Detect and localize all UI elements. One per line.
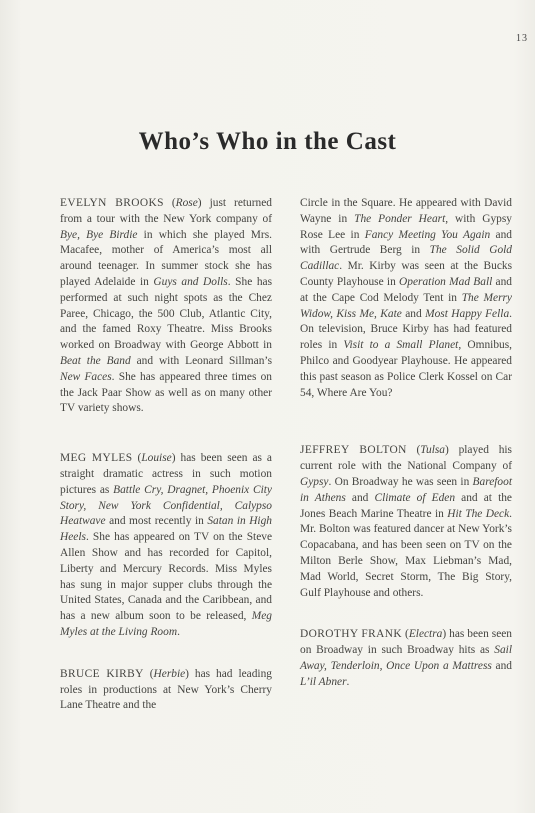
title-italic: Sail Away, Tenderloin, Once Upon a Mattress — [300, 644, 512, 672]
bio-evelyn-brooks: EVELYN BROOKS (Rose) just returned from a tour with the New York company of Bye, Bye Birdie in which she played Mrs. Macafee, mother of America’s most all around teenager. In summer stock she has played Adelaide in Guys and Dolls. She has performed at such night spots as the Chez Paree, Chicago, the 500 Club, Atlantic City, and the famed Roxy Theatre. Miss Brooks worked on Broadway with George Abbott in Beat the Band and with Leonard Sillman’s New Faces. She has appeared three times on the Jack Paar Show as well as on many other TV variety shows. — [60, 197, 273, 415]
bio-text: Circle in the Square. He appeared with David Wayne in — [300, 197, 512, 225]
bio-text: and at the Cape Cod Melody Tent in — [300, 275, 512, 304]
bio-meg-myles: MEG MYLES (Louise) has been seen as a straight dramatic actress in such motion pictures as Battle Cry, Dragnet, Phoenix City Story, New York Confidential, Calypso Heatwave and most recently in Satan in High Heels. She has appeared on TV on the Steve Allen Show and has recorded for Capitol, Liberty and Mercury Records. Miss Myles has sung in major supper clubs through the United States, Canada and the Caribbean, and has a new album soon to be released, Meg Myles at the Living Room. — [60, 452, 272, 638]
bio-text: . — [177, 625, 180, 638]
bio-text: . On television, Bruce Kirby has had featured roles in — [300, 307, 512, 352]
title-italic: Hit The Deck — [447, 507, 510, 520]
bio-jeffrey-bolton: JEFFREY BOLTON (Tulsa) played his current role with the National Company of Gypsy. On Broadway he was seen in Barefoot in Athens and Climate of Eden and at the Jones Beach Marine Theatre in Hit The Deck. Mr. Bolton was featured dancer at New York’s Copacabana, and has been seen on TV on the Milton Berle Show, Max Liebman’s Mad, Mad World, Secret Storm, The Big Story, Gulf Playhouse and others. — [300, 444, 512, 599]
left-column — [60, 196, 272, 714]
bio-text: . She has appeared three times on the Jack Paar Show as well as on many other TV variety shows. — [60, 370, 273, 415]
cast-name: DOROTHY FRANK — [300, 628, 403, 641]
cast-role: Louise — [141, 452, 172, 465]
bio-text: . Mr. Kirby was seen at the Bucks County Playhouse in — [300, 260, 512, 288]
bio-text: and most recently in — [105, 515, 208, 528]
bio-text: has been seen as a straight dramatic actress in such motion pictures as — [60, 452, 272, 496]
cast-role: Rose — [175, 197, 198, 209]
title-italic: Meg Myles at the Living Room — [60, 610, 272, 638]
bio-text: . Mr. Bolton was featured dancer at New York’s Copacabana, and has been seen on TV on the Milton Berle Show, Max Liebman’s Mad, Mad World, Secret Storm, The Big Story, Gulf Playhouse and others. — [300, 507, 512, 599]
title-italic: The Ponder Heart — [354, 212, 446, 225]
bio-text: , with Gypsy Rose Lee in — [300, 212, 512, 241]
cast-name: MEG MYLES — [60, 452, 133, 465]
page-title: Who’s Who in the Cast — [138, 128, 397, 155]
cast-role: Electra — [408, 628, 443, 641]
bio-text: has been seen on Broadway in such Broadway hits as — [300, 628, 512, 657]
cast-role: Herbie — [153, 667, 186, 680]
bio-text: . She has performed at such night spots as the Chez Paree, Chicago, the 500 Club, Atlantic City, and the famed Roxy Theatre. Miss Brooks worked on Broadway with George Abbott in — [60, 275, 273, 352]
bio-text: and — [401, 307, 426, 320]
title-italic: Operation Mad Ball — [399, 275, 493, 288]
title-italic: L’il Abner — [300, 675, 347, 688]
bio-text: and with Gertrude Berg in — [300, 228, 513, 257]
bio-bruce-kirby-continued — [300, 196, 512, 401]
cast-name: JEFFREY BOLTON — [300, 444, 407, 457]
bio-text: and — [491, 659, 512, 672]
bio-text: and at the Jones Beach Marine Theatre in — [300, 491, 512, 520]
bio-dorothy-frank: DOROTHY FRANK (Electra) has been seen on Broadway in such Broadway hits as Sail Away, Tenderloin, Once Upon a Mattress and L’il Abner. — [300, 628, 512, 688]
cast-name: BRUCE KIRBY — [60, 667, 144, 680]
title-italic: Visit to a Small Planet — [343, 339, 459, 352]
title-italic: Beat the Band — [60, 354, 131, 367]
title-italic: Climate of Eden — [374, 491, 456, 504]
title-italic: Guys and Dolls — [153, 275, 228, 288]
title-italic: Gypsy — [300, 475, 329, 488]
bio-text: and with Leonard Sillman’s — [130, 354, 273, 367]
title-italic: Most Happy Fella — [425, 307, 510, 320]
bio-text: just returned from a tour with the New York company of — [60, 197, 272, 225]
bio-text: . She has appeared on TV on the Steve Allen Show and has recorded for Capitol, Liberty and Mercury Records. Miss Myles has sung in major supper clubs through the United States, Canada and the Caribbean, and has a new album soon to be released, — [60, 531, 272, 623]
title-italic: New Faces — [60, 370, 112, 383]
title-italic: Barefoot in Athens — [300, 475, 512, 504]
title-italic: Fancy Meeting You Again — [364, 228, 491, 241]
bio-bruce-kirby: BRUCE KIRBY (Herbie) has had leading roles in productions at New York’s Cherry Lane Theatre and the — [60, 667, 272, 712]
title-italic: The Merry Widow, Kiss Me, Kate — [300, 291, 512, 320]
cast-name: EVELYN BROOKS — [60, 197, 164, 209]
bio-text: . On Broadway he was seen in — [328, 475, 473, 488]
bio-text: , Omnibus, Philco and Goodyear Playhouse. He appeared this past season as Police Clerk Kossel on Car 54, Where Are You? — [300, 339, 513, 399]
cast-role: Tulsa — [420, 444, 445, 457]
bio-text: has had leading roles in productions at New York’s Cherry Lane Theatre and the — [60, 667, 272, 712]
title-italic: Battle Cry, Dragnet, Phoenix City Story, New York Confidential, Calypso Heatwave — [60, 483, 272, 528]
title-italic: The Solid Gold Cadillac — [300, 244, 512, 273]
bio-text: . — [346, 675, 350, 688]
bio-text: and — [345, 491, 375, 504]
title-italic: Satan in High Heels — [60, 515, 272, 544]
page-number: 13 — [516, 33, 528, 44]
bio-text: in which she played Mrs. Macafee, mother of America’s most all around teenager. In summer stock she has played Adelaide in — [60, 228, 272, 288]
right-column — [300, 196, 512, 691]
title-italic: Bye, Bye Birdie — [60, 228, 138, 241]
bio-text: played his current role with the National Company of — [300, 444, 512, 473]
